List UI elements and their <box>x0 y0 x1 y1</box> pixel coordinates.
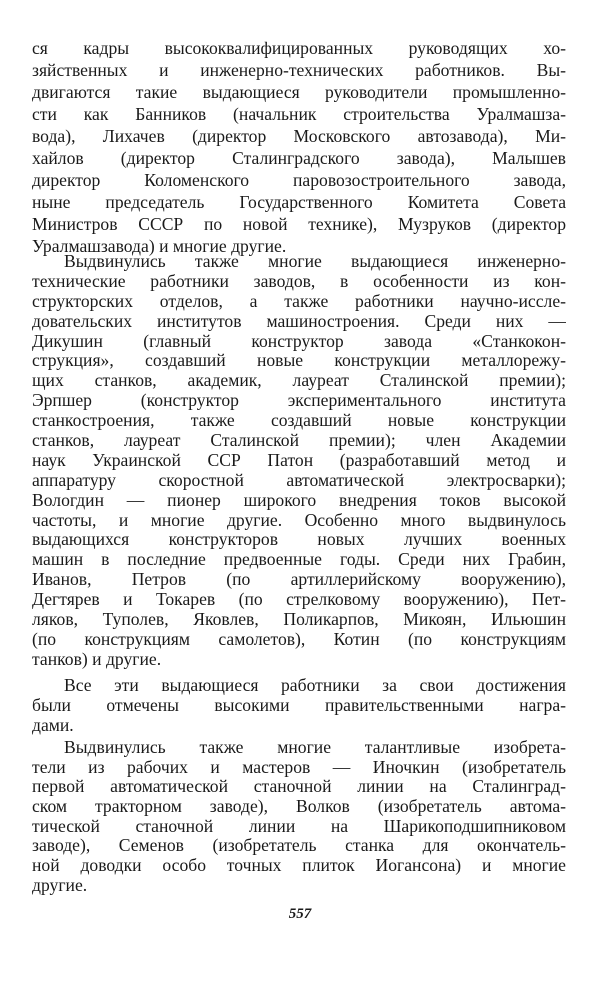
text-line: аппаратуру скоростной автоматической электросварки); <box>32 470 566 490</box>
text-line: Дикушин (главный конструктор завода «Станкокон- <box>32 331 566 351</box>
text-line: были отмечены высокими правительственными награ- <box>32 695 566 715</box>
text-line: ныне председатель Государственного Комитета Совета <box>32 192 566 212</box>
text-line: другие. <box>32 875 88 895</box>
text-line: станкостроения, также создавший новые конструкции <box>32 411 566 431</box>
text-line: (по конструкциям самолетов), Котин (по конструкциям <box>32 629 566 649</box>
text-line: Все эти выдающиеся работники за свои достижения <box>64 675 566 695</box>
text-line: технические работники заводов, в особенности из кон- <box>32 271 566 291</box>
text-line: наук Украинской ССР Патон (разработавший метод и <box>32 450 566 470</box>
text-line: заводе), Семенов (изобретатель станка для окончатель- <box>32 836 566 856</box>
text-line: ском тракторном заводе), Волков (изобретатель автома- <box>32 797 566 817</box>
text-line: танков) и другие. <box>32 649 162 669</box>
text-line: струкция», создавший новые конструкции металлорежу- <box>32 351 566 371</box>
text-line: тели из рабочих и мастеров — Иночкин (изобретатель <box>32 757 566 777</box>
text-line: сти как Банников (начальник строительства Уралмашза- <box>32 104 566 124</box>
text-line: Уралмашзавода) и многие другие. <box>32 236 287 256</box>
text-line: машин в последние предвоенные годы. Среди них Грабин, <box>32 550 566 570</box>
paragraph-1 <box>32 37 566 257</box>
text-line: Иванов, Петров (по артиллерийскому вооружению), <box>32 570 566 590</box>
text-line: ной доводки особо точных плиток Иогансона) и многие <box>32 856 566 876</box>
text-line: Дегтярев и Токарев (по стрелковому вооружению), Пет- <box>32 590 566 610</box>
text-line: директор Коломенского паровозостроительного завода, <box>32 170 566 190</box>
text-line: довательских институтов машиностроения. Среди них — <box>32 311 566 331</box>
text-line: ляков, Туполев, Яковлев, Поликарпов, Микоян, Ильюшин <box>32 610 566 630</box>
text-line: структорских отделов, а также работники научно-иссле- <box>32 291 566 311</box>
text-line: первой автоматической станочной линии на Сталинград- <box>32 777 566 797</box>
text-line: Вологдин — пионер широкого внедрения токов высокой <box>32 490 566 510</box>
text-line: частоты, и многие другие. Особенно много выдвинулось <box>32 510 566 530</box>
paragraph-4 <box>32 738 566 896</box>
text-line: хайлов (директор Сталинградского завода), Малышев <box>32 148 566 168</box>
text-line: выдающихся конструкторов новых лучших военных <box>32 530 566 550</box>
text-line: дами. <box>32 715 74 735</box>
text-line: двигаются такие выдающиеся руководители промышленно- <box>32 82 566 102</box>
text-line: Эрпшер (конструктор экспериментального института <box>32 391 566 411</box>
text-line: Выдвинулись также многие выдающиеся инженерно- <box>64 252 566 271</box>
text-line: тической станочной линии на Шарикоподшипниковом <box>32 816 566 836</box>
text-line: ся кадры высококвалифицированных руководящих хо- <box>32 38 566 58</box>
paragraph-2 <box>32 252 566 670</box>
page-number: 557 <box>288 906 312 922</box>
text-line: вода), Лихачев (директор Московского автозавода), Ми- <box>32 126 566 146</box>
paragraph-3 <box>32 675 566 735</box>
text-line: Министров СССР по новой технике), Музруков (директор <box>32 214 566 234</box>
text-line: зяйственных и инженерно-технических работников. Вы- <box>32 60 566 80</box>
text-line: щих станков, академик, лауреат Сталинской премии); <box>32 371 566 391</box>
text-line: станков, лауреат Сталинской премии); член Академии <box>32 431 566 451</box>
text-line: Выдвинулись также многие талантливые изобрета- <box>64 738 566 757</box>
